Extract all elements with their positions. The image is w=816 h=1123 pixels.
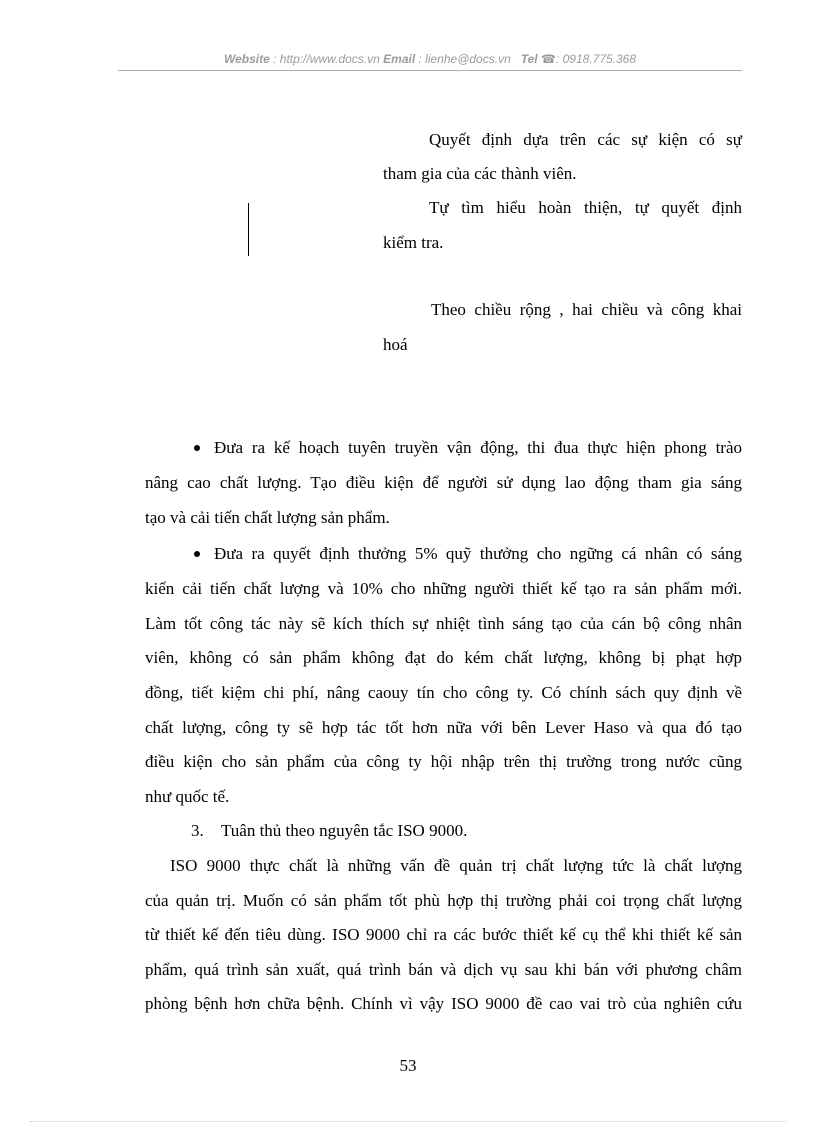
paragraph-line2: của quản trị. Muốn có sản phẩm tốt phù hợp thị trường phải coi trọng chất lượng xyxy=(145,891,742,910)
tel-label: Tel xyxy=(520,52,538,66)
right-col-p3-line1: Theo chiều rộng , hai chiều và công khai xyxy=(431,300,742,319)
tel-value: : 0918.775.368 xyxy=(555,52,637,66)
bullet1-line2: nâng cao chất lượng. Tạo điều kiện để người sử dụng lao động tham gia sáng xyxy=(145,473,742,492)
bullet2-line8: như quốc tế. xyxy=(145,787,230,806)
footer-divider xyxy=(30,1121,786,1122)
bullet-icon xyxy=(194,445,200,451)
paragraph-line4: phẩm, quá trình sản xuất, quá trình bán và dịch vụ sau khi bán với phương châm xyxy=(145,960,742,979)
page-number: 53 xyxy=(399,1056,417,1075)
bullet1-line1: Đưa ra kế hoạch tuyên truyền vận động, thi đua thực hiện phong trào xyxy=(214,438,742,457)
email-value: : lienhe@docs.vn xyxy=(415,52,515,66)
email-label: Email xyxy=(383,52,416,66)
bullet2-line6: chất lượng, công ty sẽ hợp tác tốt hơn nữa với bên Lever Haso và qua đó tạo xyxy=(145,718,742,737)
website-value: : http://www.docs.vn xyxy=(269,52,384,66)
bullet2-line3: Làm tốt công tác này sẽ kích thích sự nhiệt tình sáng tạo của cán bộ công nhân xyxy=(145,614,742,633)
header-divider xyxy=(118,70,742,71)
right-col-p1-line2: tham gia của các thành viên. xyxy=(383,164,577,183)
section-number: 3. xyxy=(191,821,204,840)
website-label: Website xyxy=(223,52,270,66)
bullet2-line7: điều kiện cho sản phẩm của công ty hội nhập trên thị trường trong nước cũng xyxy=(145,752,742,771)
right-col-p2-line1: Tự tìm hiểu hoàn thiện, tự quyết định xyxy=(429,198,742,217)
phone-icon: ☎ xyxy=(541,52,556,66)
right-col-p3-line2: hoá xyxy=(383,335,408,354)
right-col-p1-line1: Quyết định dựa trên các sự kiện có sự xyxy=(429,130,742,149)
paragraph-line1: ISO 9000 thực chất là những vấn đề quản trị chất lượng tức là chất lượng xyxy=(170,856,742,875)
page-header xyxy=(118,52,742,66)
vertical-bar xyxy=(248,203,249,256)
paragraph-line5: phòng bệnh hơn chữa bệnh. Chính vì vậy ISO 9000 đề cao vai trò của nghiên cứu xyxy=(145,994,742,1013)
bullet2-line2: kiến cải tiến chất lượng và 10% cho những người thiết kế tạo ra sản phẩm mới. xyxy=(145,579,742,598)
bullet2-line5: đồng, tiết kiệm chi phí, nâng caouy tín cho công ty. Có chính sách quy định về xyxy=(145,683,742,702)
bullet1-line3: tạo và cải tiến chất lượng sản phẩm. xyxy=(145,508,390,527)
paragraph-line3: từ thiết kế đến tiêu dùng. ISO 9000 chỉ ra các bước thiết kế cụ thể khi thiết kế sản xyxy=(145,925,742,944)
right-col-p2-line2: kiểm tra. xyxy=(383,233,444,252)
section-title: Tuân thủ theo nguyên tắc ISO 9000. xyxy=(221,821,468,840)
bullet-icon xyxy=(194,551,200,557)
bullet2-line4: viên, không có sản phẩm không đạt do kém chất lượng, không bị phạt hợp xyxy=(145,648,742,667)
bullet2-line1: Đưa ra quyết định thưởng 5% quỹ thưởng cho ngững cá nhân có sáng xyxy=(214,544,742,563)
